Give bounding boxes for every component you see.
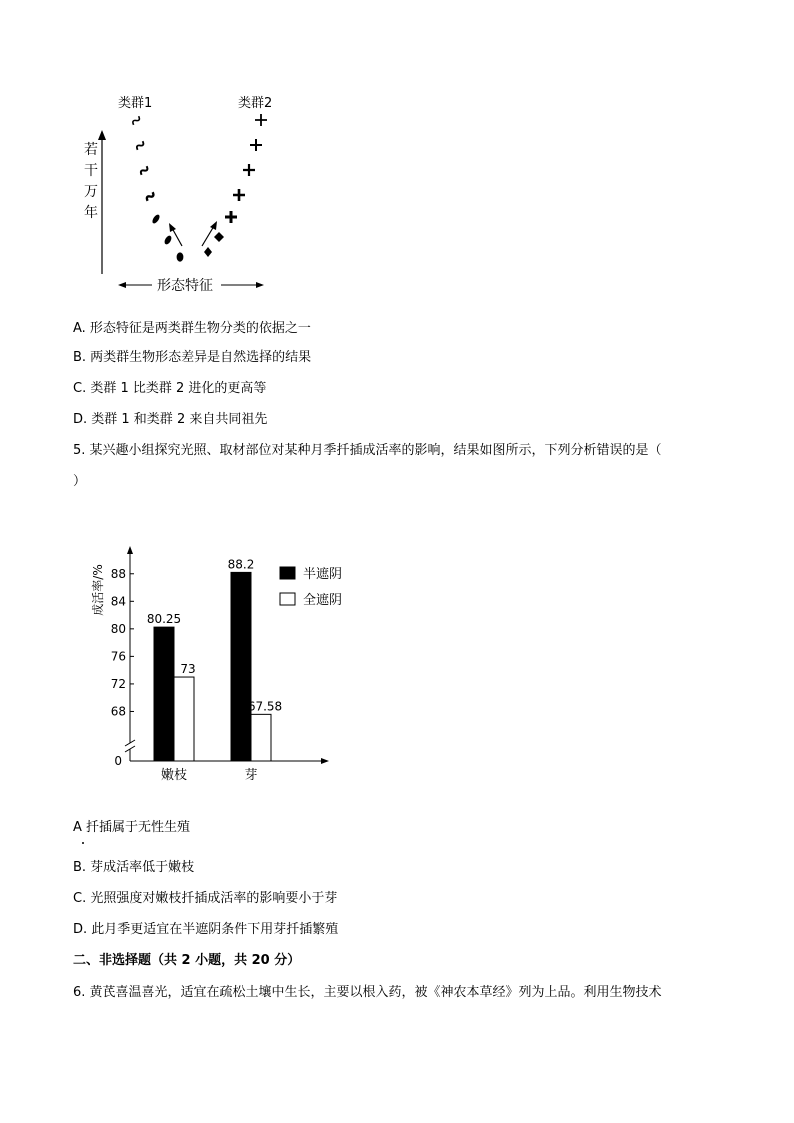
legend-label: 半遮阴 [303,567,343,582]
bar-chart [85,540,355,790]
y-tick-label: 88 [110,566,126,581]
data-label: 73 [180,662,196,677]
group1-label: 类群1 [118,96,153,111]
bar-full-shade [251,714,271,761]
bar-half-shade [154,627,174,761]
data-label: 67.58 [247,699,283,714]
y-axis-label-char-3: 万 [84,184,98,200]
q5-stem-line1: 5. 某兴趣小组探究光照、取材部位对某种月季扦插成活率的影响，结果如图所示，下列分析错误的是（ [73,443,662,458]
x-axis-label: 形态特征 [157,278,213,294]
bar-half-shade [231,572,251,761]
data-label: 88.2 [227,557,255,572]
plus-cross-icon [204,114,267,257]
y-axis-label-char-1: 若 [84,142,98,158]
q5-stem-line2: ） [73,474,87,489]
x-axis-arrowhead [321,758,329,764]
q5-option-a-dot [82,842,84,844]
y-tick-label: 84 [110,594,126,609]
category-label: 嫩枝 [160,768,188,783]
y-axis-label [84,141,98,221]
y-tick-label: 76 [110,649,126,664]
group2-label: 类群2 [238,96,273,111]
bar-full-shade [174,677,194,761]
q4-option-a: A. 形态特征是两类群生物分类的依据之一 [73,321,311,336]
y-tick-label: 68 [110,704,126,719]
q5-option-d: D. 此月季更适宜在半遮阴条件下用芽扦插繁殖 [73,922,339,937]
data-label: 80.25 [146,612,182,627]
q5-option-a: A 扦插属于无性生殖 [73,820,191,835]
q6-line1: 6. 黄芪喜温喜光，适宜在疏松土壤中生长，主要以根入药，被《神农本草经》列为上品。利用生物技术 [73,985,662,1000]
axis-break-gap [125,743,135,749]
y-tick-label-zero: 0 [114,754,122,768]
legend-label: 全遮阴 [303,593,343,608]
y-tick-label: 72 [110,676,126,691]
wavy-tilde-icon [132,115,184,262]
y-axis-label-char-2: 干 [84,163,98,179]
legend-swatch [280,567,295,579]
category-label: 芽 [244,768,258,783]
y-axis-arrowhead [127,546,133,554]
q5-option-c: C. 光照强度对嫩枝扦插成活率的影响要小于芽 [73,891,338,906]
y-axis-label: 成活率/% [91,564,105,616]
q5-option-b: B. 芽成活率低于嫩枝 [73,860,195,875]
y-axis-label-char-4: 年 [84,205,98,221]
legend-swatch [280,593,295,605]
q4-option-d: D. 类群 1 和类群 2 来自共同祖先 [73,412,268,427]
q4-option-b: B. 两类群生物形态差异是自然选择的结果 [73,350,312,365]
evolution-figure [78,88,298,303]
section2-title: 二、非选择题（共 2 小题，共 20 分） [73,953,301,968]
q4-option-c: C. 类群 1 比类群 2 进化的更高等 [73,381,267,396]
y-tick-label: 80 [110,621,126,636]
